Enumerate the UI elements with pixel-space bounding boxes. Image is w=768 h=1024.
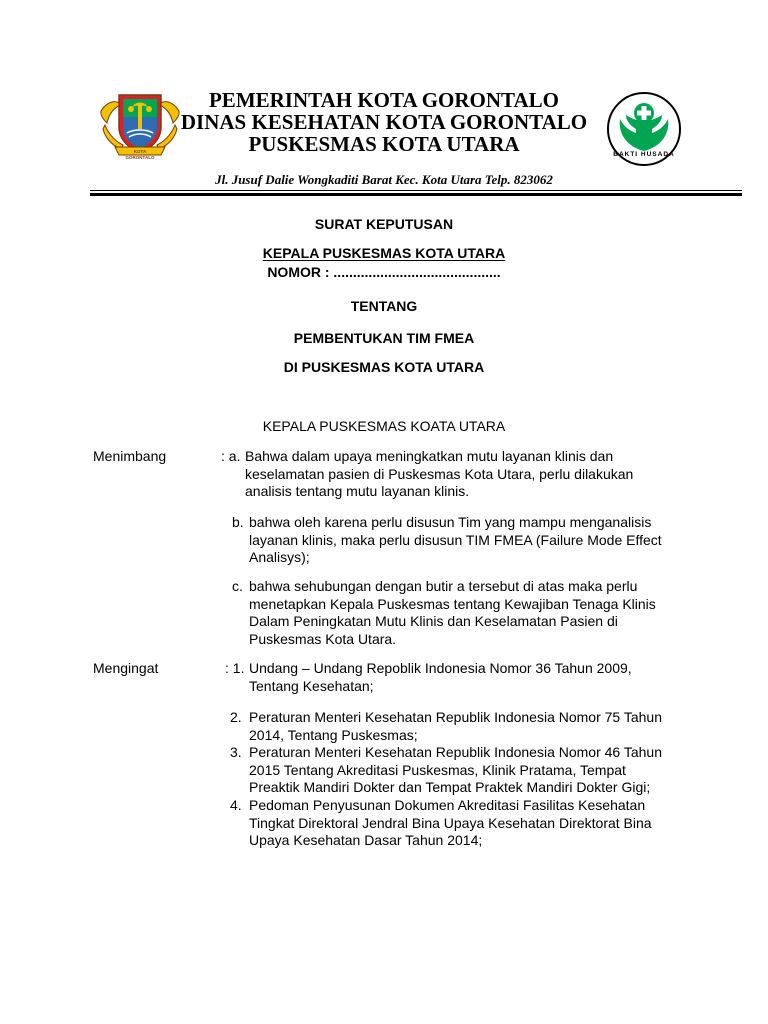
item-text: Bahwa dalam upaya meningkatkan mutu layanan klinis dan keselamatan pasien di Puskesmas Kota Utara, perlu dilakukan analisis tentang mutu layanan klinis. — [245, 448, 634, 499]
letterhead-rule-thick — [90, 193, 742, 196]
item-marker: b. — [232, 514, 244, 530]
letterhead-address: Jl. Jusuf Dalie Wongkaditi Barat Kec. Kota Utara Telp. 823062 — [215, 172, 553, 187]
mengingat-label: Mengingat — [93, 660, 159, 676]
subject-line-2: DI PUSKESMAS KOTA UTARA — [283, 359, 485, 375]
bakti-husada-label: BAKTI HUSADA — [613, 151, 675, 158]
item-marker: 4. — [230, 797, 242, 813]
item-marker: 2. — [230, 709, 242, 725]
item-text: Peraturan Menteri Kesehatan Republik Indonesia Nomor 75 Tahun 2014, Tentang Puskesmas; — [249, 709, 662, 743]
emblem-ribbon-label: KOTA GORONTALO — [125, 149, 155, 160]
menimbang-label: Menimbang — [93, 448, 167, 464]
item-text: bahwa sehubungan dengan butir a tersebut di atas maka perlu menetapkan Kepala Puskesmas tentang Kewajiban Tenaga Klinis Dalam Peningkatan Mutu Klinis dan Keselamatan Pasien di Puskesmas Kota Utara. — [249, 578, 656, 647]
item-text: Undang – Undang Repoblik Indonesia Nomor 36 Tahun 2009, Tentang Kesehatan; — [249, 660, 632, 694]
item-marker: c. — [232, 578, 243, 594]
issuing-authority: KEPALA PUSKESMAS KOATA UTARA — [262, 418, 506, 434]
item-text: Peraturan Menteri Kesehatan Republik Indonesia Nomor 46 Tahun 2015 Tentang Akreditasi Puskesmas, Klinik Pratama, Tempat Preaktik Mandiri Dokter dan Tempat Praktek Mandiri Dokter Gigi; — [249, 744, 662, 795]
item-text: bahwa oleh karena perlu disusun Tim yang mampu menganalisis layanan klinis, maka perlu disusun TIM FMEA (Failure Mode Effect Analisys); — [249, 514, 662, 565]
letterhead-unit: PUSKESMAS KOTA UTARA — [248, 132, 520, 156]
document-subtitle-text: KEPALA PUSKESMAS KOTA UTARA — [262, 245, 506, 261]
subject-line-1: PEMBENTUKAN TIM FMEA — [293, 330, 475, 346]
letterhead-rule-thin — [90, 190, 742, 191]
document-subtitle — [0, 245, 768, 261]
document-title: SURAT KEPUTUSAN — [314, 216, 454, 232]
tentang-heading: TENTANG — [350, 298, 418, 314]
item-text: Pedoman Penyusunan Dokumen Akreditasi Fasilitas Kesehatan Tingkat Direktoral Jendral Bina Upaya Kesehatan Direktorat Bina Upaya Kesehatan Dasar Tahun 2014; — [249, 797, 652, 848]
letterhead-government: PEMERINTAH KOTA GORONTALO — [208, 88, 560, 112]
document-number: NOMOR : ........................................... — [267, 264, 501, 280]
item-marker: : a. — [221, 448, 241, 464]
item-marker: : 1. — [225, 660, 245, 676]
item-marker: 3. — [230, 744, 242, 760]
letterhead-agency: DINAS KESEHATAN KOTA GORONTALO — [180, 110, 588, 134]
